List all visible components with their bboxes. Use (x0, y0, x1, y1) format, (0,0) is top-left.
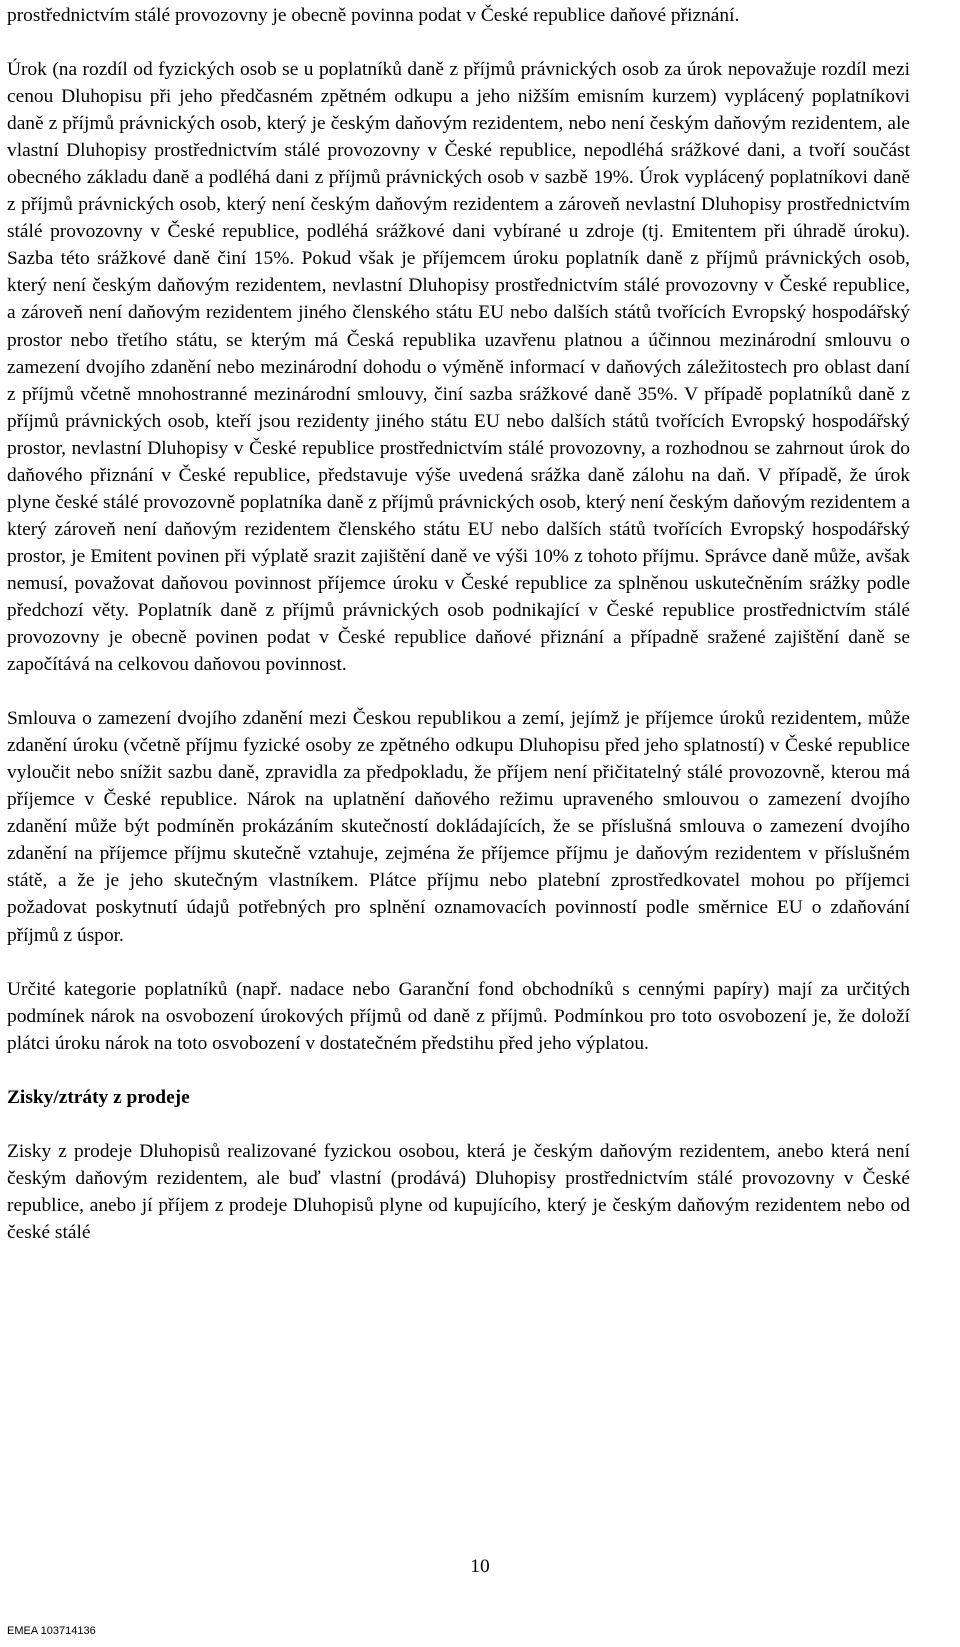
paragraph-spacer (7, 1057, 910, 1084)
paragraph-double-taxation-treaty: Smlouva o zamezení dvojího zdanění mezi Českou republikou a zemí, jejímž je příjemce úroků rezidentem, může zdanění úroku (včetně příjmu fyzické osoby ze zpětného odkupu Dluhopisu před jeho splatností) v České republice vyloučit nebo snížit sazbu daně, zpravidla za předpokladu, že příjem není přičitatelný stálé provozovně, kterou má příjemce v České republice. Nárok na uplatnění daňového režimu upraveného smlouvou o zamezení dvojího zdanění může být podmíněn prokázáním skutečností dokládajících, že se příslušná smlouva o zamezení dvojího zdanění na příjemce příjmu skutečně vztahuje, zejména že příjemce příjmu je daňovým rezidentem v příslušném státě, a že je jeho skutečným vlastníkem. Plátce příjmu nebo platební zprostředkovatel mohou po příjemci požadovat poskytnutí údajů potřebných pro splnění oznamovacích povinností podle směrnice EU o zdaňování příjmů z úspor. (7, 708, 910, 946)
paragraph-spacer (7, 29, 910, 56)
paragraph-spacer (7, 678, 910, 705)
document-page (7, 0, 910, 1246)
paragraph-interest-legal-entities: Úrok (na rozdíl od fyzických osob se u poplatníků daně z příjmů právnických osob za úrok nepovažuje rozdíl mezi cenou Dluhopisu při jeho předčasném zpětném odkupu a jeho nižším emisním kurzem) vyplácený poplatníkovi daně z příjmů právnických osob, který je českým daňovým rezidentem, nebo není českým daňovým rezidentem, ale vlastní Dluhopisy prostřednictvím stálé provozovny v České republice, nepodléhá srážkové dani, a tvoří součást obecného základu daně a podléhá dani z příjmů právnických osob v sazbě 19%. Úrok vyplácený poplatníkovi daně z příjmů právnických osob, který není českým daňovým rezidentem a zároveň nevlastní Dluhopisy prostřednictvím stálé provozovny v České republice, podléhá srážkové dani vybírané u zdroje (tj. Emitentem při úhradě úroku). Sazba této srážkové daně činí 15%. Pokud však je příjemcem úroku poplatník daně z příjmů právnických osob, který není českým daňovým rezidentem, nevlastní Dluhopisy prostřednictvím stálé provozovny v České republice, a zároveň není daňovým rezidentem jiného členského státu EU nebo dalších států tvořících Evropský hospodářský prostor nebo třetího státu, se kterým má Česká republika uzavřenu platnou a účinnou mezinárodní smlouvu o zamezení dvojího zdanění nebo mezinárodní dohodu o výměně informací v daňových záležitostech pro oblast daní z příjmů včetně mnohostranné mezinárodní smlouvy, činí sazba srážkové daně 35%. V případě poplatníků daně z příjmů právnických osob, kteří jsou rezidenty jiného státu EU nebo dalších států tvořících Evropský hospodářský prostor, nevlastní Dluhopisy v České republice prostřednictvím stálé provozovny, a rozhodnou se zahrnout úrok do daňového přiznání v České republice, představuje výše uvedená srážka daně zálohu na daň. V případě, že úrok plyne české stálé provozovně poplatníka daně z příjmů právnických osob, který není českým daňovým rezidentem a který zároveň není daňovým rezidentem členského státu EU nebo dalších států tvořících Evropský hospodářský prostor, je Emitent povinen při výplatě srazit zajištění daně ve výši 10% z tohoto příjmu. Správce daně může, avšak nemusí, považovat daňovou povinnost příjemce úroku v České republice za splněnou uskutečněním srážky podle předchozí věty. Poplatník daně z příjmů právnických osob podnikající v České republice prostřednictvím stálé provozovny je obecně povinen podat v České republice daňové přiznání a případně sražené zajištění daně se započítává na celkovou daňovou povinnost. (7, 59, 910, 676)
section-heading-gains: Zisky/ztráty z prodeje (7, 1086, 190, 1108)
paragraph-spacer (7, 949, 910, 976)
paragraph-continued: prostřednictvím stálé provozovny je obecně povinna podat v České republice daňové přiznání. (7, 5, 740, 26)
paragraph-exempt-categories: Určité kategorie poplatníků (např. nadace nebo Garanční fond obchodníků s cennými papíry) mají za určitých podmínek nárok na osvobození úrokových příjmů od daně z příjmů. Podmínkou pro toto osvobození je, že doloží plátci úroku nárok na toto osvobození v dostatečném předstihu před jeho výplatou. (7, 978, 910, 1054)
document-reference: EMEA 103714136 (7, 1625, 96, 1637)
paragraph-gains-individuals: Zisky z prodeje Dluhopisů realizované fyzickou osobou, která je českým daňovým rezidentem, anebo která není českým daňovým rezidentem, ale buď vlastní (prodává) Dluhopisy prostřednictvím stálé provozovny v České republice, anebo jí příjem z prodeje Dluhopisů plyne od kupujícího, který je českým daňovým rezidentem nebo od české stálé (7, 1140, 910, 1243)
page-number: 10 (470, 1556, 490, 1577)
paragraph-spacer (7, 1111, 910, 1138)
